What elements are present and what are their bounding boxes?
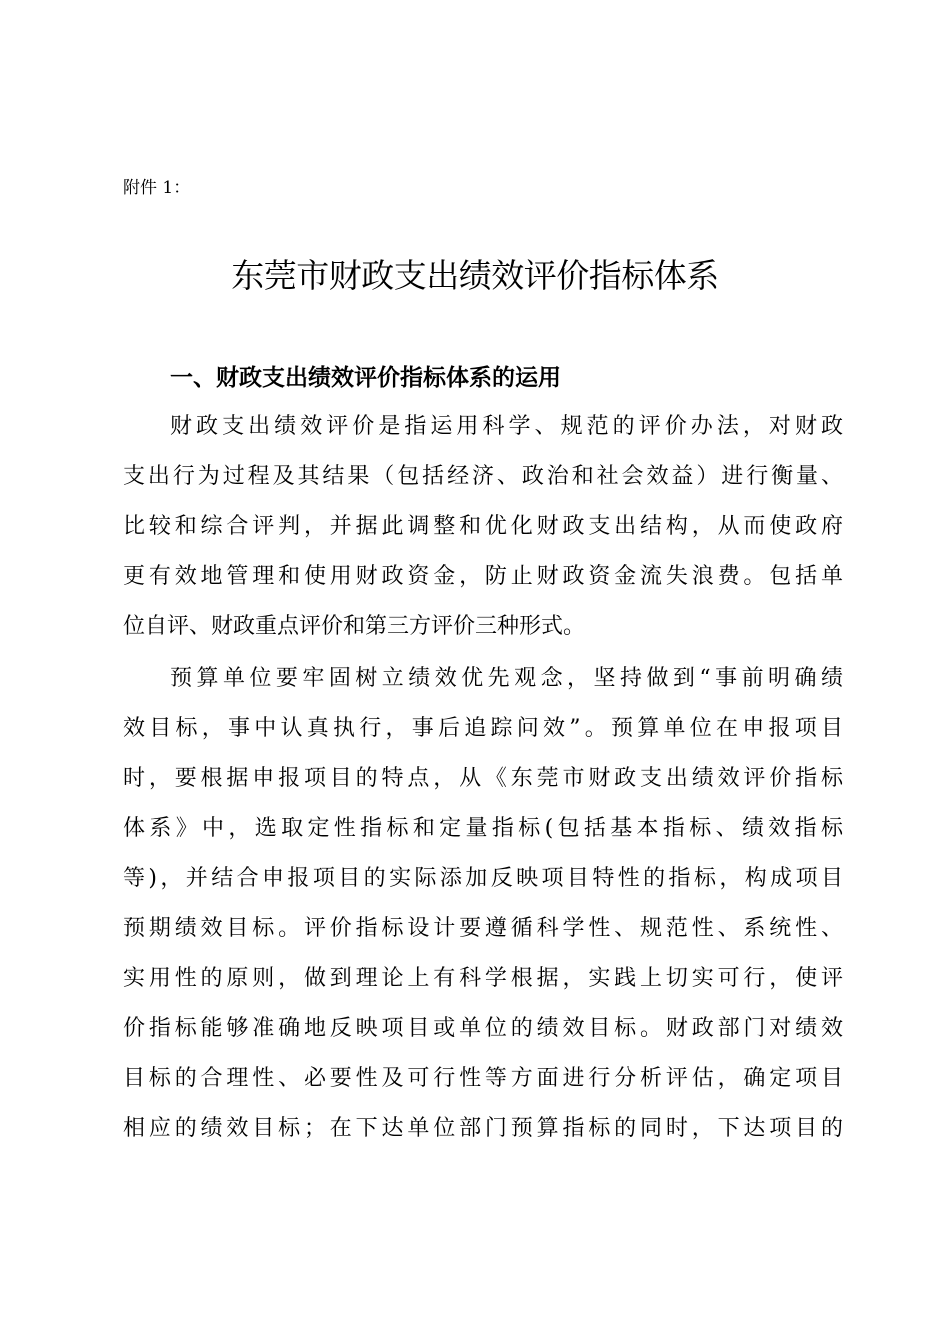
paragraph-line: 位自评、财政重点评价和第三方评价三种形式。: [123, 614, 586, 639]
attachment-label: 附件 1：: [123, 178, 191, 198]
paragraph-line: 更有效地管理和使用财政资金，防止财政资金流失浪费。包括单: [123, 564, 843, 589]
paragraph-1: [123, 402, 843, 652]
paragraph-2: [123, 654, 843, 1154]
document-title: 东莞市财政支出绩效评价指标体系: [231, 256, 719, 295]
paragraph-line: 支出行为过程及其结果（包括经济、政治和社会效益）进行衡量、: [123, 464, 843, 489]
section-heading: 一、财政支出绩效评价指标体系的运用: [170, 365, 561, 391]
paragraph-line: 实用性的原则，做到理论上有科学根据，实践上切实可行，使评: [123, 966, 843, 991]
paragraph-line: 价指标能够准确地反映项目或单位的绩效目标。财政部门对绩效: [123, 1016, 843, 1041]
paragraph-line: 等)，并结合申报项目的实际添加反映项目特性的指标，构成项目: [123, 866, 843, 891]
paragraph-line: 效目标，事中认真执行，事后追踪问效”。预算单位在申报项目: [123, 716, 843, 741]
paragraph-line: 时，要根据申报项目的特点，从《东莞市财政支出绩效评价指标: [123, 766, 843, 791]
paragraph-line: 目标的合理性、必要性及可行性等方面进行分析评估，确定项目: [123, 1066, 843, 1091]
paragraph-line: 体系》中，选取定性指标和定量指标(包括基本指标、绩效指标: [123, 816, 843, 841]
paragraph-line: 预期绩效目标。评价指标设计要遵循科学性、规范性、系统性、: [123, 916, 843, 941]
paragraph-line: 财政支出绩效评价是指运用科学、规范的评价办法，对财政: [170, 414, 843, 439]
body-text: [123, 402, 843, 1156]
paragraph-line: 相应的绩效目标；在下达单位部门预算指标的同时，下达项目的: [123, 1116, 843, 1141]
paragraph-line: 预算单位要牢固树立绩效优先观念，坚持做到“事前明确绩: [170, 666, 843, 691]
paragraph-line: 比较和综合评判，并据此调整和优化财政支出结构，从而使政府: [123, 514, 843, 539]
